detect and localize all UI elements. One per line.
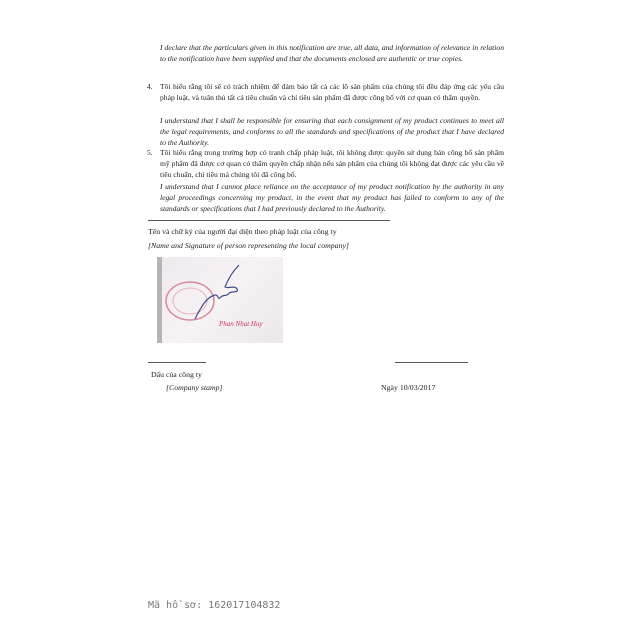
- item-5-vi: [147, 147, 504, 180]
- date-line: [395, 362, 468, 363]
- item-text: Tôi hiểu rằng trong trường hợp có tranh chấp pháp luật, tôi không được quyền sử dụng bản công bố sản phẩm mỹ phẩm đã được cơ quan có thẩm quyền chấp nhận nếu sản phẩm của chúng tôi không đạt được các yêu cầu về tiêu chuẩn, chỉ tiêu mà chúng tôi đã công bố.: [160, 148, 504, 179]
- item-text: Tôi hiểu rằng tôi sẽ có trách nhiệm để đảm bảo tất cả các lô sản phẩm của chúng tôi đều đáp ứng các yêu cầu pháp luật, và tuân thủ tất cả tiêu chuẩn và chỉ tiêu sản phẩm đã được công bố với cơ quan có thẩm quyền.: [160, 82, 504, 102]
- item-5-en: I understand that I cannot place reliance on the acceptance of my product notification by the authority in any legal proceedings concerning my product, in the event that my product has failed to conform to any of the standards or specifications that I had previously declared to the Authority.: [160, 182, 504, 213]
- item-4-en: I understand that I shall be responsible for ensuring that each consignment of my product continues to meet all the legal requirements, and conforms to all the standards and specifications of the product that I have declared to the Authority.: [160, 116, 504, 147]
- signature-stamp-image: [157, 257, 283, 343]
- stamp-and-signature-icon: [157, 257, 283, 343]
- signature-label-vi: Tên và chữ ký của người đại diện theo pháp luật của công ty: [148, 227, 337, 236]
- signer-name: Phan Nhat Huy: [219, 320, 263, 328]
- stamp-label-vi: Dấu của công ty: [151, 370, 202, 379]
- item-number: 4.: [147, 82, 153, 91]
- stamp-line: [148, 362, 206, 363]
- item-number: 5.: [147, 148, 153, 157]
- date: Ngày 10/03/2017: [381, 383, 436, 392]
- signature-label-en: [Name and Signature of person representing the local company]: [148, 241, 349, 250]
- item-4-vi: [147, 81, 504, 103]
- divider: [148, 220, 390, 221]
- declaration-paragraph: I declare that the particulars given in this notification are true, all data, and information of relevance in relation to the notification have been supplied and that the documents enclosed are authentic or true copies.: [160, 43, 504, 63]
- stamp-label-en: [Company stamp]: [166, 383, 223, 392]
- file-code: Mã hồ sơ: 162017104832: [148, 600, 281, 611]
